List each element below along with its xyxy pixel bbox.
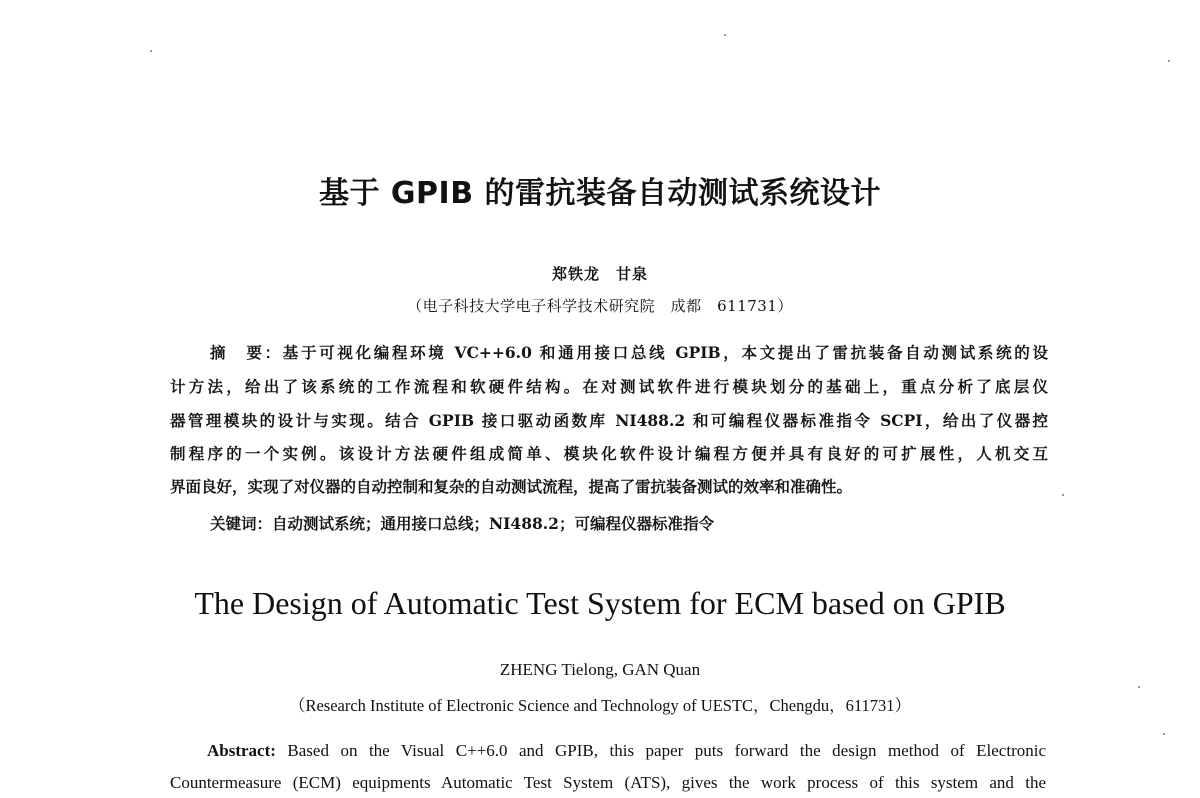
- scan-speck: [1062, 494, 1064, 496]
- paper-title-english: The Design of Automatic Test System for ECM based on GPIB: [194, 585, 1006, 621]
- abstract-english-text: Based on the Visual C++6.0 and GPIB, this paper puts forward the design method of Electronic: [287, 741, 1047, 760]
- affiliation-chinese: （电子科技大学电子科学技术研究院 成都 611731）: [407, 297, 793, 315]
- scan-speck: [1168, 60, 1170, 62]
- abstract-chinese-line: 器管理模块的设计与实现。结合 GPIB 接口驱动函数库 NI488.2 和可编程仪器标准指令 SCPI，给出了仪器控: [170, 411, 1048, 430]
- abstract-english-line: Countermeasure (ECM) equipments Automatic Test System (ATS), gives the work process of this system and the: [170, 773, 1046, 792]
- abstract-english-line: [207, 741, 1046, 761]
- abstract-chinese-line: 计方法，给出了该系统的工作流程和软硬件结构。在对测试软件进行模块划分的基础上，重点分析了底层仪: [170, 377, 1048, 396]
- authors-english: ZHENG Tielong, GAN Quan: [499, 660, 701, 679]
- paper-title-chinese: 基于 GPIB 的雷抗装备自动测试系统设计: [318, 176, 882, 211]
- scan-speck: [1138, 686, 1140, 688]
- abstract-chinese-line: 制程序的一个实例。该设计方法硬件组成简单、模块化软件设计编程方便并具有良好的可扩展性，人机交互: [170, 444, 1048, 463]
- scan-speck: [150, 50, 152, 52]
- affiliation-english: （Research Institute of Electronic Science and Technology of UESTC，Chengdu，611731）: [288, 696, 912, 715]
- keywords-chinese-text: 自动测试系统；通用接口总线；NI488.2；可编程仪器标准指令: [272, 514, 714, 533]
- scan-speck: [1163, 733, 1165, 735]
- abstract-chinese-line: [210, 345, 1048, 362]
- keywords-chinese-label: 关键词：: [210, 515, 273, 533]
- keywords-chinese: [210, 512, 714, 534]
- abstract-chinese-line: 界面良好，实现了对仪器的自动控制和复杂的自动测试流程，提高了雷抗装备测试的效率和准确性。: [170, 477, 853, 496]
- abstract-chinese-text: 基于可视化编程环境 VC++6.0 和通用接口总线 GPIB，本文提出了雷抗装备自动测试系统的设: [282, 343, 1048, 362]
- abstract-chinese-label: 摘 要：: [210, 344, 283, 362]
- abstract-english-label: Abstract:: [207, 741, 276, 760]
- authors-chinese: 郑铁龙 甘泉: [551, 265, 648, 283]
- scan-speck: [724, 34, 726, 36]
